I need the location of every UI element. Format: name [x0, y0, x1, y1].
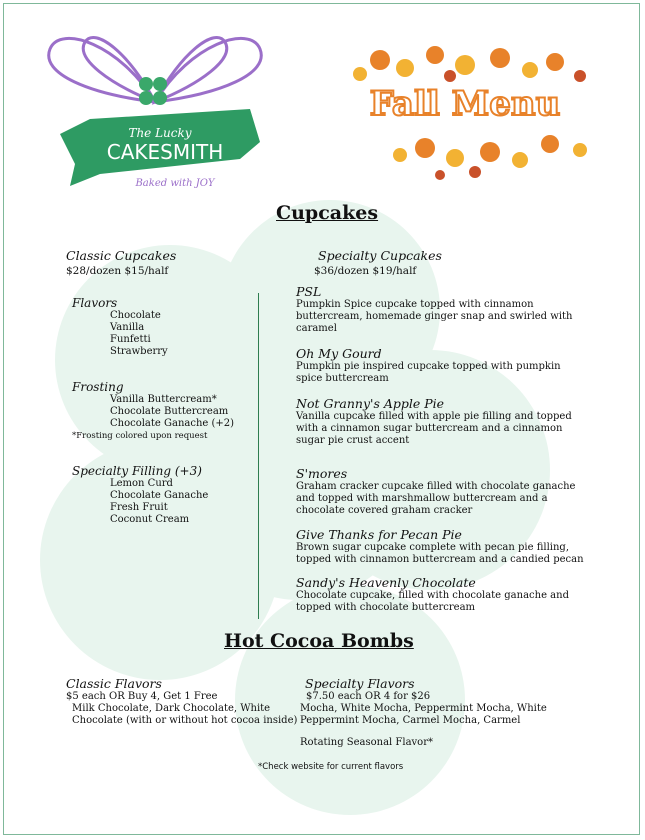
special-item-apple-pie [296, 396, 584, 458]
flavor-item: Funfetti [110, 334, 151, 345]
special-desc-line: caramel [296, 323, 337, 334]
cocoa-specialty-line: Mocha, White Mocha, Peppermint Mocha, White [300, 703, 547, 714]
cocoa-classic-line: Milk Chocolate, Dark Chocolate, White [72, 703, 271, 714]
cocoa-classic-heading: Classic Flavors [66, 676, 162, 691]
frosting-heading: Frosting [72, 380, 124, 394]
specialty-cupcakes-price: $36/dozen $19/half [314, 265, 417, 277]
frosting-item: Vanilla Buttercream* [110, 394, 217, 405]
flavors-heading: Flavors [72, 296, 118, 310]
special-name: Not Granny's Apple Pie [296, 396, 445, 411]
fall-menu-banner [340, 40, 595, 190]
filling-heading: Specialty Filling (+3) [72, 464, 202, 478]
svg-text:Baked with JOY: Baked with JOY [135, 178, 215, 189]
special-item-smores [296, 466, 584, 527]
frosting-section [72, 380, 234, 442]
special-name: PSL [296, 284, 322, 299]
special-desc-line: Chocolate cupcake, filled with chocolate ganache and [296, 590, 569, 601]
special-desc-line: buttercream, homemade ginger snap and swirled with [296, 311, 573, 322]
special-desc-line: spice buttercream [296, 373, 389, 384]
special-desc-line: Pumpkin pie inspired cupcake topped with pumpkin [296, 361, 561, 372]
filling-item: Lemon Curd [110, 478, 173, 489]
filling-item: Fresh Fruit [110, 502, 168, 513]
special-desc-line: topped with chocolate buttercream [296, 602, 476, 613]
special-item-pecan-pie [296, 527, 584, 575]
specialty-list [296, 284, 584, 614]
special-desc-line: Graham cracker cupcake filled with chocolate ganache [296, 481, 576, 492]
whisk-icon [49, 37, 262, 102]
svg-text:The Lucky: The Lucky [128, 126, 192, 140]
column-divider [258, 293, 259, 619]
cocoa-rotating-flavor: Rotating Seasonal Flavor* [300, 737, 433, 748]
classic-cupcakes-heading: Classic Cupcakes [66, 248, 177, 263]
special-desc-line: and topped with marshmallow buttercream and a [296, 493, 548, 504]
cocoa-specialty-heading: Specialty Flavors [305, 676, 415, 691]
filling-section [72, 464, 208, 526]
frosting-item: Chocolate Ganache (+2) [110, 418, 235, 429]
svg-text:Fall Menu: Fall Menu [369, 84, 561, 124]
special-item-psl [296, 284, 584, 338]
cocoa-classic-section [66, 676, 297, 727]
special-desc-line: chocolate covered graham cracker [296, 505, 473, 516]
cocoa-specialty-line: Peppermint Mocha, Carmel Mocha, Carmel [300, 715, 521, 726]
flavors-section [72, 296, 168, 358]
special-desc-line: with a cinnamon sugar buttercream and a cinnamon [296, 423, 563, 434]
special-desc-line: Vanilla cupcake filled with apple pie filling and topped [296, 411, 572, 422]
cocoa-classic-price: $5 each OR Buy 4, Get 1 Free [66, 691, 218, 702]
special-desc-line: topped with cinnamon buttercream and a candied pecan [296, 554, 584, 565]
frosting-note: *Frosting colored upon request [72, 431, 208, 441]
flavor-item: Vanilla [110, 322, 145, 333]
special-name: Give Thanks for Pecan Pie [296, 527, 462, 542]
special-desc-line: Pumpkin Spice cupcake topped with cinnamon [296, 299, 534, 310]
special-name: Oh My Gourd [296, 346, 382, 361]
cupcakes-title: Cupcakes [276, 202, 379, 224]
special-name: S'mores [296, 466, 348, 481]
filling-item: Coconut Cream [110, 514, 190, 525]
lucky-cakesmith-logo [30, 14, 280, 204]
flavor-item: Strawberry [110, 346, 168, 357]
classic-cupcakes-price: $28/dozen $15/half [66, 265, 169, 277]
svg-text:CAKESMITH: CAKESMITH [106, 140, 224, 164]
cocoa-title: Hot Cocoa Bombs [224, 630, 414, 652]
website-note: *Check website for current flavors [258, 762, 404, 772]
flavor-item: Chocolate [110, 310, 161, 321]
special-item-heavenly-chocolate [296, 575, 584, 614]
special-desc-line: Brown sugar cupcake complete with pecan pie filling, [296, 542, 569, 553]
special-name: Sandy's Heavenly Chocolate [296, 575, 476, 590]
specialty-cupcakes-heading: Specialty Cupcakes [318, 248, 442, 263]
special-item-oh-my-gourd [296, 346, 584, 396]
special-desc-line: sugar pie crust accent [296, 435, 410, 446]
filling-item: Chocolate Ganache [110, 490, 209, 501]
cocoa-specialty-price: $7.50 each OR 4 for $26 [306, 691, 431, 702]
cocoa-classic-line: Chocolate (with or without hot cocoa inside) [72, 715, 298, 726]
cocoa-specialty-section [300, 676, 547, 749]
frosting-item: Chocolate Buttercream [110, 406, 229, 417]
